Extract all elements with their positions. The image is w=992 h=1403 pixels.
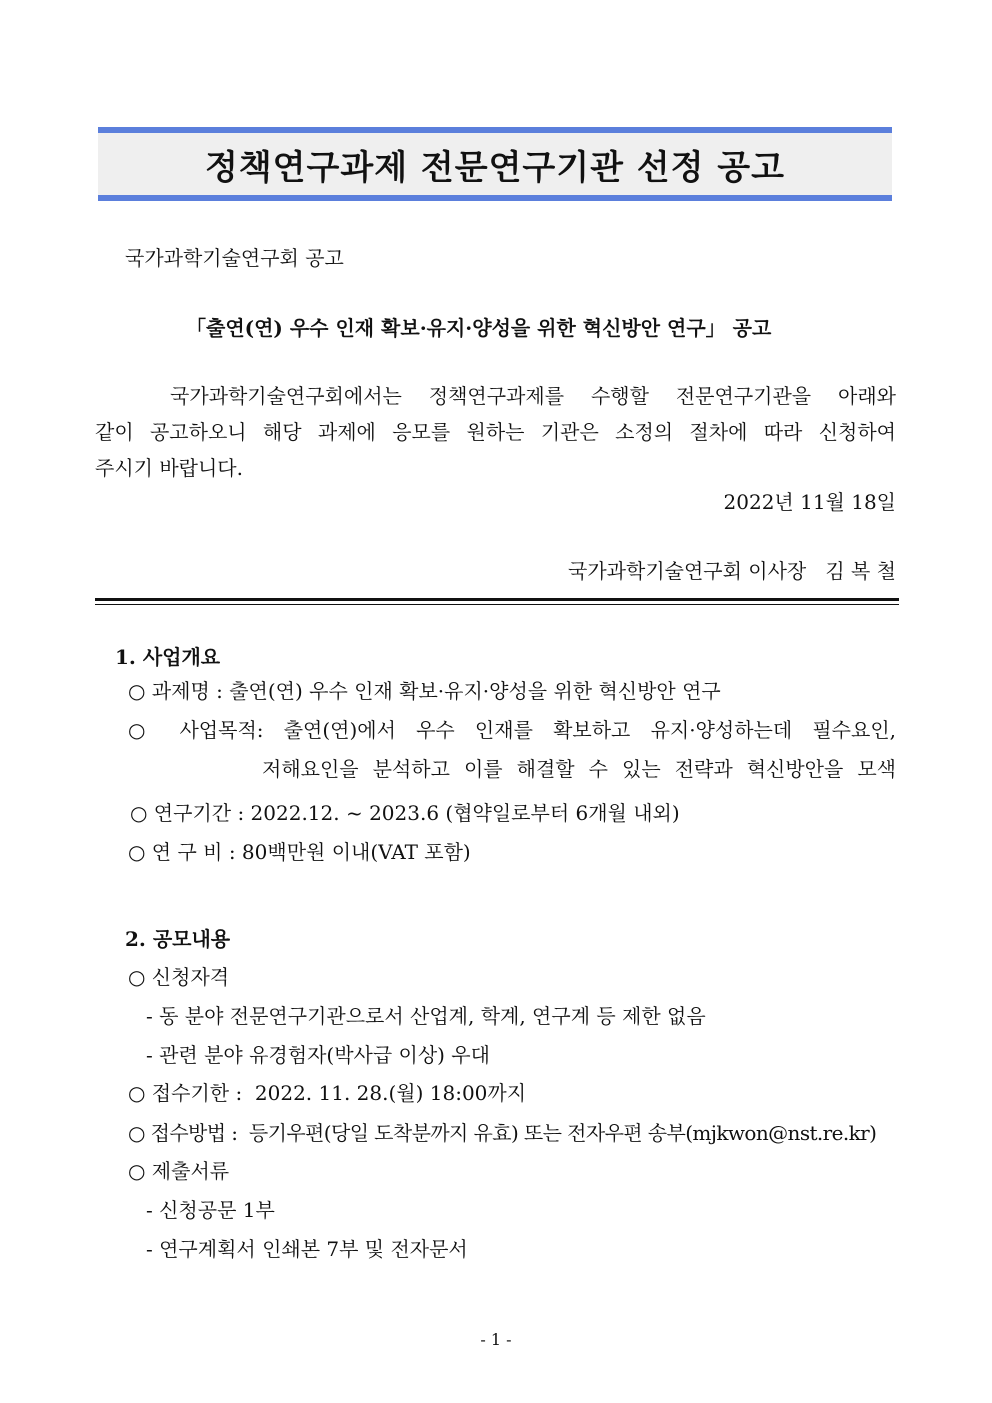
page-number: - 1 - bbox=[480, 1330, 512, 1349]
notice-subject: 「출연(연) 우수 인재 확보·유지·양성을 위한 혁신방안 연구」 공고 bbox=[186, 316, 772, 340]
divider-thick bbox=[95, 598, 899, 601]
notice-org: 국가과학기술연구회 공고 bbox=[125, 246, 344, 270]
title-box bbox=[98, 127, 892, 201]
document-item: - 신청공문 1부 bbox=[146, 1198, 275, 1222]
notice-date: 2022년 11월 18일 bbox=[723, 490, 896, 514]
section1-heading: 1. 사업개요 bbox=[115, 645, 221, 669]
task-name: ○ 과제명 : 출연(연) 우수 인재 확보·유지·양성을 위한 혁신방안 연구 bbox=[128, 679, 721, 703]
section2-heading: 2. 공모내용 bbox=[125, 927, 231, 951]
page-title: 정책연구과제 전문연구기관 선정 공고 bbox=[204, 147, 785, 188]
purpose-line-2: 저해요인을 분석하고 이를 해결할 수 있는 전략과 혁신방안을 모색 bbox=[262, 757, 896, 781]
intro-line-3: 주시기 바랍니다. bbox=[95, 456, 243, 480]
qualification-heading: ○ 신청자격 bbox=[128, 965, 230, 989]
intro-line-2: 같이 공고하오니 해당 과제에 응모를 원하는 기관은 소정의 절차에 따라 신청하여 bbox=[95, 420, 896, 444]
qualification-item: - 관련 분야 유경험자(박사급 이상) 우대 bbox=[146, 1043, 490, 1067]
divider-thin bbox=[95, 604, 899, 605]
document-item: - 연구계획서 인쇄본 7부 및 전자문서 bbox=[146, 1237, 468, 1261]
submission-method: ○ 접수방법 : 등기우편(당일 도착분까지 유효) 또는 전자우편 송부(mjkwon@nst.re.kr) bbox=[128, 1121, 877, 1145]
research-period: ○ 연구기간 : 2022.12. ~ 2023.6 (협약일로부터 6개월 내외) bbox=[130, 801, 680, 825]
qualification-item: - 동 분야 전문연구기관으로서 산업계, 학계, 연구계 등 제한 없음 bbox=[146, 1004, 706, 1028]
intro-line-1: 국가과학기술연구회에서는 정책연구과제를 수행할 전문연구기관을 아래와 bbox=[170, 384, 896, 408]
research-budget: ○ 연 구 비 : 80백만원 이내(VAT 포함) bbox=[128, 840, 471, 864]
purpose-line-1: ○ 사업목적: 출연(연)에서 우수 인재를 확보하고 유지·양성하는데 필수요인, bbox=[128, 718, 896, 742]
submission-deadline: ○ 접수기한 : 2022. 11. 28.(월) 18:00까지 bbox=[128, 1081, 527, 1105]
documents-heading: ○ 제출서류 bbox=[128, 1159, 230, 1183]
signature: 국가과학기술연구회 이사장 김 복 철 bbox=[568, 559, 896, 583]
